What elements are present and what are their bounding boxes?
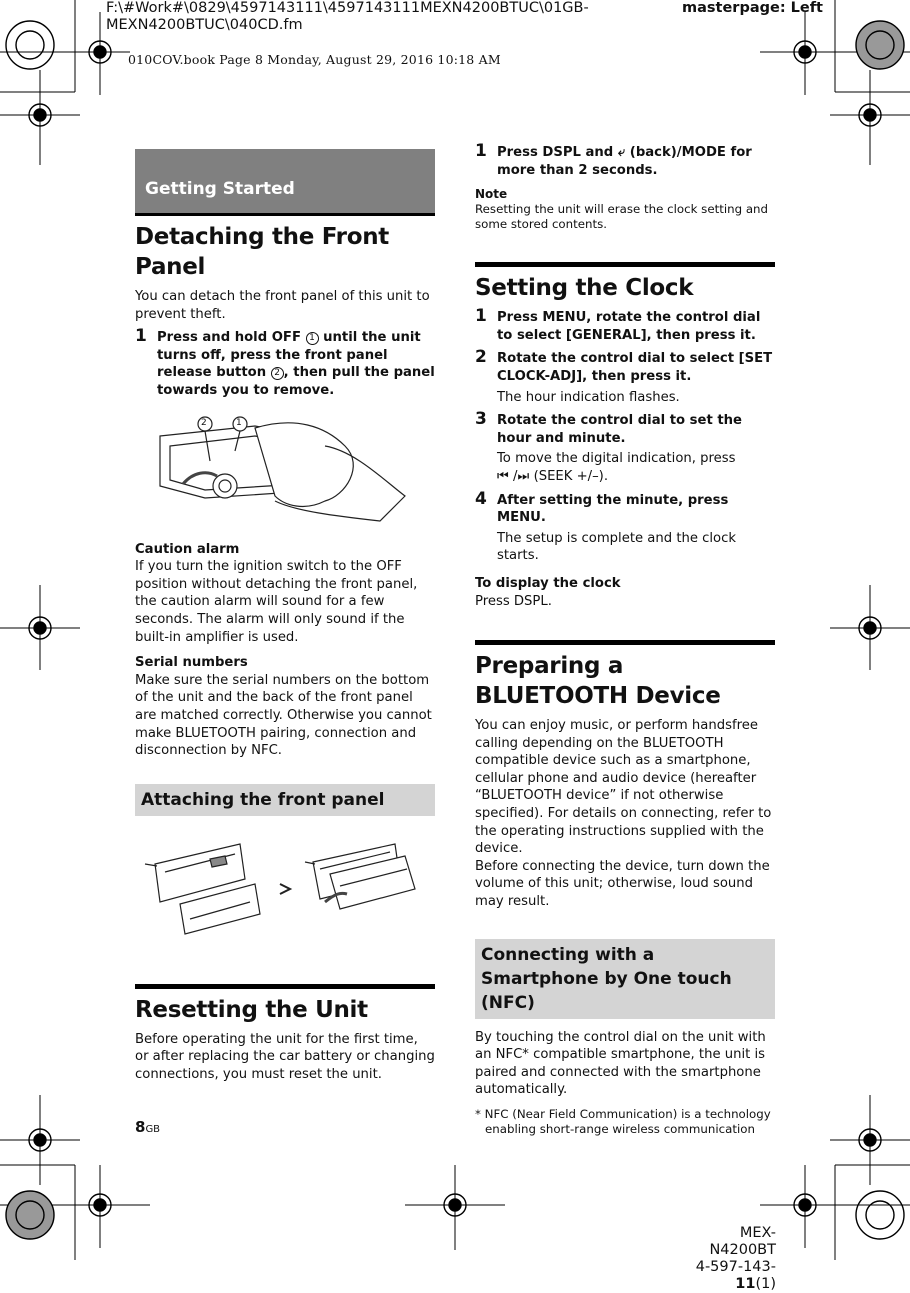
heading-setting-clock: Setting the Clock [475, 275, 694, 302]
detach-step-1: 1 Press and hold OFF 1 until the unit turns off, press the front panel release button 2 , then pull the panel towards you to remove. [135, 326, 435, 398]
reset-text: Before operating the unit for the first time, or after replacing the car battery or changing connections, you must reset the unit. [135, 1031, 435, 1082]
rule-reset [135, 984, 435, 989]
detach-intro: You can detach the front panel of this unit to prevent theft. [135, 289, 430, 322]
detach-illustration [135, 406, 435, 531]
rule-bluetooth [475, 640, 775, 645]
back-icon: ⤶ [617, 145, 626, 160]
bluetooth-para-1: You can enjoy music, or perform handsfree calling depending on the BLUETOOTH compatible device such as a smartphone, cellular phone and audio device (hereafter “BLUETOOTH device” if not otherwise specified). For details on connecting, refer to the operating instructions supplied with the device. [475, 718, 772, 857]
masterpage-label: masterpage: Left [682, 0, 823, 16]
caution-alarm-label: Caution alarm [135, 541, 240, 557]
caution-alarm-text: If you turn the ignition switch to the OFF position without detaching the front panel, the caution alarm will sound for a few seconds. The alarm will only sound if the built-in amplifier is used. [135, 559, 418, 645]
clock-step-4: 4 After setting the minute, press MENU. The setup is complete and the clock starts. [475, 488, 737, 564]
callout-1-icon: 1 [306, 332, 319, 345]
nfc-text: By touching the control dial on the unit with an NFC* compatible smartphone, the unit is paired and connected with the smartphone automatically. [475, 1029, 766, 1098]
note-text: Resetting the unit will erase the clock setting and some stored contents. [475, 202, 769, 232]
left-column [135, 149, 435, 1083]
clock-step-1: 1 Press MENU, rotate the control dial to select [GENERAL], then press it. [475, 306, 761, 343]
callout-2-icon: 2 [271, 367, 284, 380]
rule-clock [475, 262, 775, 267]
subsection-band-attaching: Attaching the front panel [135, 784, 435, 816]
bluetooth-para-2: Before connecting the device, turn down the volume of this unit; otherwise, loud sound may result. [475, 858, 770, 910]
nfc-footnote: * NFC (Near Field Communication) is a technology enabling short-range wireless communication [475, 1107, 771, 1136]
reset-step-1: 1 Press DSPL and ⤶ (back)/MODE for more than 2 seconds. [475, 141, 752, 178]
display-clock-label: To display the clock [475, 575, 621, 591]
clock-step-2: 2 Rotate the control dial to select [SET CLOCK-ADJ], then press it. The hour indication flashes. [475, 347, 773, 405]
attach-illustration [135, 824, 435, 974]
fig-callout-1: 1 [236, 417, 242, 428]
seek-icons: ⏮ /⏭ (SEEK +/–). [497, 468, 609, 484]
page-number: 8GB [135, 1118, 161, 1136]
note-label: Note [475, 187, 508, 202]
heading-resetting: Resetting the Unit [135, 996, 368, 1023]
clock-step-3: 3 Rotate the control dial to set the hour and minute. To move the digital indication, press ⏮ /⏭ (SEEK +/–). [475, 412, 775, 485]
section-band-getting-started: Getting Started [135, 149, 435, 216]
subsection-band-nfc: Connecting with a Smartphone by One touch (NFC) [475, 939, 775, 1019]
file-path: F:\#Work#\0829\4597143111\4597143111MEXN4200BTUC\01GB- MEXN4200BTUC\040CD.fm [106, 0, 589, 33]
heading-preparing-bluetooth: Preparing a BLUETOOTH Device [475, 653, 721, 710]
book-info-line: 010COV.book Page 8 Monday, August 29, 2016 10:18 AM [128, 52, 501, 67]
display-clock-text: Press DSPL. [475, 593, 552, 609]
serial-numbers-label: Serial numbers [135, 655, 248, 671]
model-code: MEX-N4200BT 4-597-143-11(1) [695, 1225, 776, 1292]
right-column [475, 141, 775, 1136]
serial-numbers-text: Make sure the serial numbers on the bottom of the unit and the back of the front panel are matched correctly. Otherwise you cannot make BLUETOOTH pairing, connection and disconnection by NFC. [135, 672, 432, 759]
fig-callout-2: 2 [201, 417, 207, 428]
heading-detaching: Detaching the Front Panel [135, 224, 389, 280]
